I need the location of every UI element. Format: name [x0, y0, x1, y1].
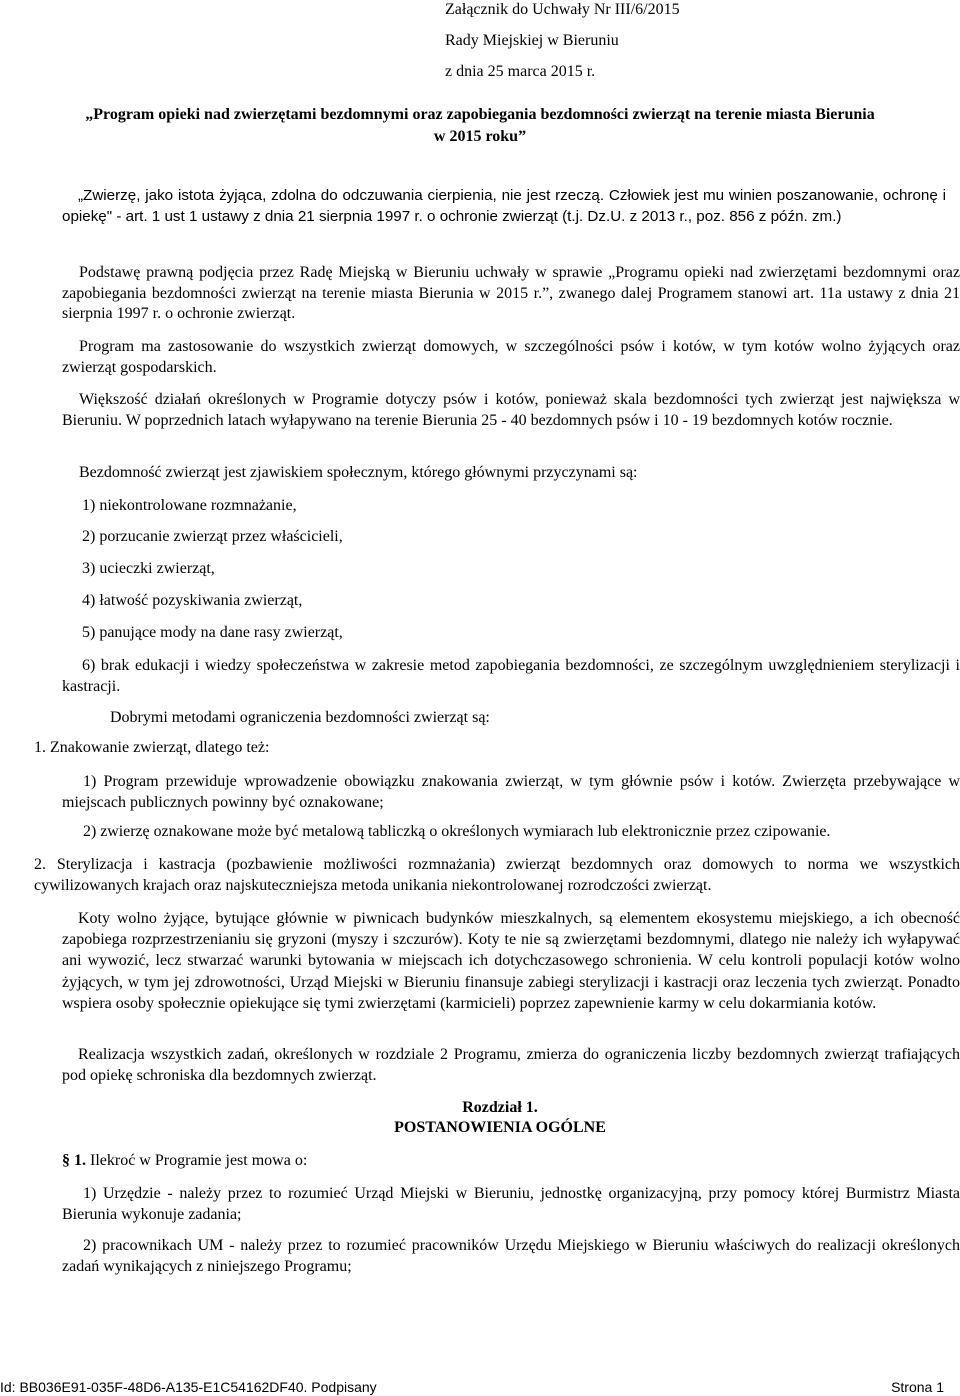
- cause-item: 2) porzucanie zwierząt przez właścicieli,: [82, 528, 343, 545]
- header-attachment: Załącznik do Uchwały Nr III/6/2015: [445, 1, 680, 18]
- definition-pracownicy: 2) pracownikach UM - należy przez to rozumieć pracowników Urzędu Miejskiego w Bieruniu właściwych do realizacji określonych zadań wynikających z niniejszego Programu;: [62, 1237, 960, 1275]
- paragraph-legal-basis: Podstawę prawną podjęcia przez Radę Miejską w Bieruniu uchwały w sprawie „Programu opieki nad zwierzętami bezdomnymi oraz zapobiegania bezdomności zwierząt na terenie miasta Bierunia w 2015 r.”, zwanego dalej Programem stanowi art. 11a ustawy z dnia 21 sierpnia 1997 r. o ochronie zwierząt.: [62, 264, 960, 323]
- section-text: Ilekroć w Programie jest mowa o:: [90, 1152, 308, 1169]
- definition-urzad: 1) Urzędzie - należy przez to rozumieć Urząd Miejski w Bieruniu, jednostkę organizacyjną, przy pomocy której Burmistrz Miasta Bierunia wykonuje zadania;: [62, 1185, 960, 1223]
- cause-item: 4) łatwość pozyskiwania zwierząt,: [82, 592, 303, 609]
- paragraph-scope: Program ma zastosowanie do wszystkich zwierząt domowych, w szczególności psów i kotów, w tym kotów wolno żyjących oraz zwierząt gospodarskich.: [62, 338, 960, 376]
- paragraph-realization: Realizacja wszystkich zadań, określonych w rozdziale 2 Programu, zmierza do ograniczenia liczby bezdomnych zwierząt trafiających pod opiekę schroniska dla bezdomnych zwierząt.: [62, 1046, 960, 1084]
- method-1-heading: 1. Znakowanie zwierząt, dlatego też:: [34, 739, 270, 756]
- section-1-heading: [62, 1151, 307, 1171]
- document-title: [0, 104, 960, 148]
- paragraph-cats: Koty wolno żyjące, bytujące głównie w piwnicach budynków mieszkalnych, są elementem ekosystemu miejskiego, a ich obecność zapobiega rozprzestrzenianiu się gryzoni (myszy i szczurów). Koty te nie są zwierzętami bezdomnymi, dlatego nie należy ich wyłapywać ani wywozić, lecz stwarzać warunki bytowania w miejscach ich dotychczasowego schronienia. W celu kontroli populacji kotów wolno żyjących, w tym jej zdrowotności, Urząd Miejski w Bieruniu finansuje zabiegi sterylizacji i kastracji oraz leczenia tych zwierząt. Ponadto wspiera osoby społecznie opiekujące się tymi zwierzętami (karmicieli) poprzez zapewnienie karmy w celu dokarmiania kotów.: [62, 910, 960, 1012]
- cause-item-6: 6) brak edukacji i wiedzy społeczeństwa w zakresie metod zapobiegania bezdomności, ze szczególnym uwzględnieniem sterylizacji i kastracji.: [62, 657, 960, 695]
- chapter-title: POSTANOWIENIA OGÓLNE: [394, 1119, 606, 1136]
- header-date: z dnia 25 marca 2015 r.: [445, 63, 596, 80]
- title-line-2: w 2015 roku”: [433, 128, 527, 145]
- section-mark: § 1.: [62, 1152, 86, 1169]
- chapter-number: Rozdział 1.: [462, 1099, 538, 1116]
- paragraph-majority: Większość działań określonych w Programie dotyczy psów i kotów, ponieważ skala bezdomności tych zwierząt jest największa w Bieruniu. W poprzednich latach wyłapywano na terenie Bierunia 25 - 40 bezdomnych psów i 10 - 19 bezdomnych kotów rocznie.: [62, 391, 960, 429]
- method-1-item-2: 2) zwierzę oznakowane może być metalową tabliczką o określonych wymiarach lub elektronicznie przez czipowanie.: [83, 823, 831, 840]
- cause-item: 1) niekontrolowane rozmnażanie,: [82, 497, 297, 514]
- header-council: Rady Miejskiej w Bieruniu: [445, 32, 619, 49]
- cause-item: 5) panujące mody na dane rasy zwierząt,: [82, 624, 343, 641]
- title-line-1: „Program opieki nad zwierzętami bezdomnymi oraz zapobiegania bezdomności zwierząt na terenie miasta Bierunia: [85, 106, 875, 123]
- method-1-item-1: 1) Program przewiduje wprowadzenie obowiązku znakowania zwierząt, w tym głównie psów i kotów. Zwierzęta przebywające w miejscach publicznych powinny być oznakowane;: [62, 773, 960, 811]
- paragraph-causes-intro: Bezdomność zwierząt jest zjawiskiem społecznym, którego głównymi przyczynami są:: [79, 464, 638, 481]
- method-2: 2. Sterylizacja i kastracja (pozbawienie możliwości rozmnażania) zwierząt bezdomnych oraz domowych to norma we wszystkich cywilizowanych krajach oraz najskuteczniejsza metoda unikania niekontrolowanej rozrodczości zwierząt.: [34, 856, 960, 894]
- methods-intro: Dobrymi metodami ograniczenia bezdomności zwierząt są:: [110, 709, 490, 726]
- footer-page-number: Strona 1: [891, 1379, 944, 1395]
- footer-document-id: Id: BB036E91-035F-48D6-A135-E1C54162DF40. Podpisany: [0, 1379, 377, 1395]
- cause-item: 3) ucieczki zwierząt,: [82, 560, 215, 577]
- motto-quote: „Zwierzę, jako istota żyjąca, zdolna do odczuwania cierpienia, nie jest rzeczą. Człowiek jest mu winien poszanowanie, ochronę i opiekę" - art. 1 ust 1 ustawy z dnia 21 sierpnia 1997 r. o ochronie zwierząt (t.j. Dz.U. z 2013 r., poz. 856 z późn. zm.): [62, 187, 946, 225]
